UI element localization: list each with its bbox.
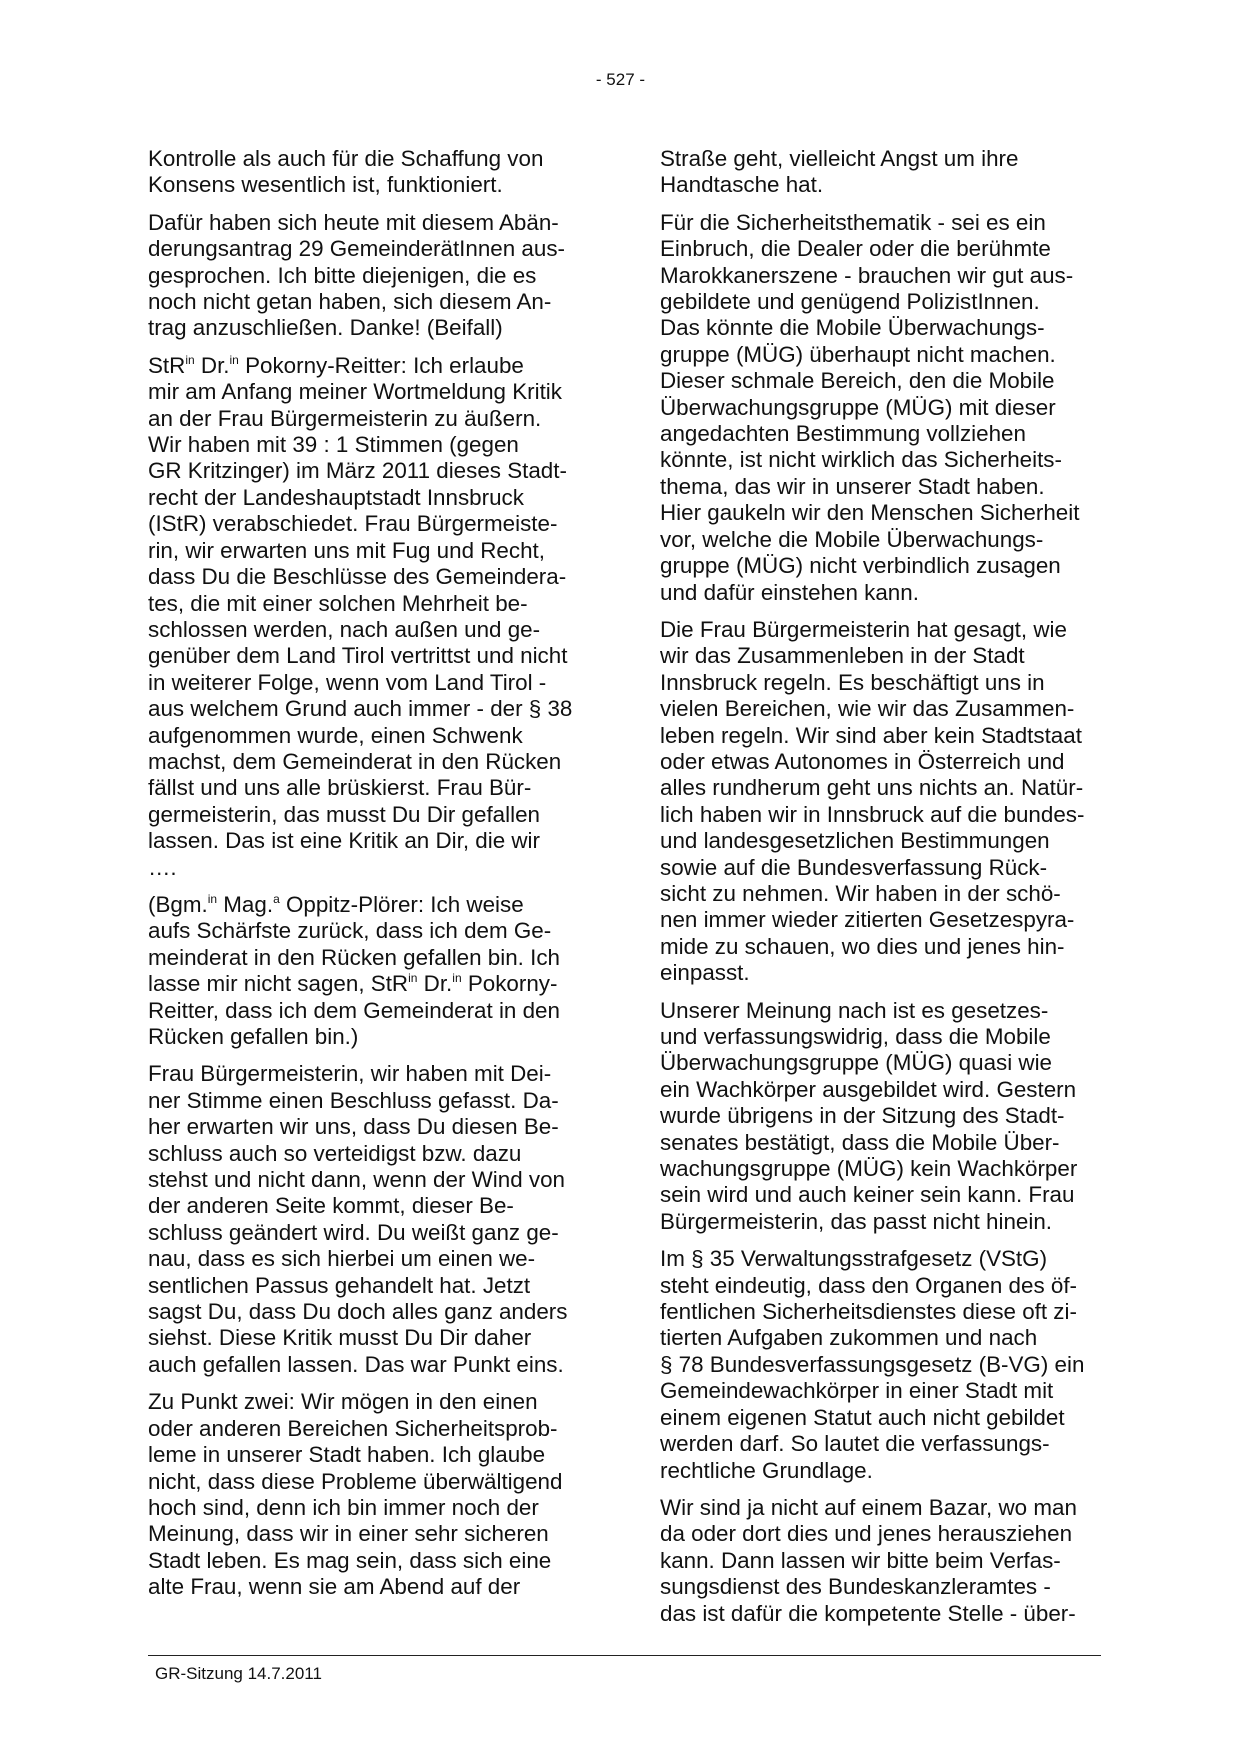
text-line: (IStR) verabschiedet. Frau Bürgermeiste-: [148, 511, 558, 537]
text-line: wachungsgruppe (MÜG) kein Wachkörper: [660, 1156, 1078, 1182]
text-line: und verfassungswidrig, dass die Mobile: [660, 1024, 1051, 1049]
text-line: Überwachungsgruppe (MÜG) mit dieser: [660, 394, 1056, 420]
text-line: Reitter, dass ich dem Gemeinderat in den: [148, 997, 560, 1023]
text-line: recht der Landeshauptstadt Innsbruck: [148, 484, 524, 510]
text-line: an der Frau Bürgermeisterin zu äußern.: [148, 405, 542, 431]
text-line: nau, dass es sich hierbei um einen we-: [148, 1246, 536, 1272]
text-line: oder etwas Autonomes in Österreich und: [660, 748, 1065, 774]
footer-session-label: GR-Sitzung 14.7.2011: [155, 1664, 322, 1683]
text-line: sungsdienst des Bundeskanzleramtes -: [660, 1574, 1051, 1600]
text-line: vielen Bereichen, wie wir das Zusammen-: [660, 696, 1075, 722]
text-line: angedachten Bestimmung vollziehen: [660, 421, 1026, 447]
text-line: Rücken gefallen bin.): [148, 1024, 359, 1049]
text-line: Gemeindewachkörper in einer Stadt mit: [660, 1378, 1054, 1404]
text-line: Konsens wesentlich ist, funktioniert.: [148, 172, 503, 198]
text-line: thema, das wir in unserer Stadt haben.: [660, 473, 1045, 499]
text-line: schluss geändert wird. Du weißt ganz ge-: [148, 1219, 559, 1245]
text-line: siehst. Diese Kritik musst Du Dir daher: [148, 1325, 532, 1351]
text-line: Handtasche hat.: [660, 172, 824, 198]
text-line: vor, welche die Mobile Überwachungs-: [660, 526, 1044, 552]
paragraph: [660, 998, 1100, 1236]
text-line: genüber dem Land Tirol vertrittst und nicht: [148, 643, 568, 669]
text-line: noch nicht getan haben, sich diesem An-: [148, 289, 552, 315]
text-line: Marokkanerszene - brauchen wir gut aus-: [660, 262, 1074, 288]
text-line: gruppe (MÜG) nicht verbindlich zusagen: [660, 553, 1061, 579]
footer-divider: [148, 1655, 1101, 1656]
text-line: Die Frau Bürgermeisterin hat gesagt, wie: [660, 616, 1067, 642]
text-line: nen immer wieder zitierten Gesetzespyra-: [660, 907, 1075, 933]
text-line: sagst Du, dass Du doch alles ganz anders: [148, 1299, 568, 1325]
text-line: her erwarten wir uns, dass Du diesen Be-: [148, 1114, 559, 1140]
text-line: gruppe (MÜG) überhaupt nicht machen.: [660, 341, 1056, 367]
text-line: leben regeln. Wir sind aber kein Stadtstaat: [660, 722, 1082, 748]
text-line: rechtliche Grundlage.: [660, 1457, 873, 1483]
text-line: lasse mir nicht sagen, StR$^{in}$ Dr.$^{in}$ Pokorny-: [148, 971, 558, 997]
text-line: sein wird und auch keiner sein kann. Frau: [660, 1182, 1075, 1208]
text-line: aufgenommen wurde, einen Schwenk: [148, 722, 523, 748]
text-line: fällst und uns alle brüskierst. Frau Bür-: [148, 775, 532, 801]
text-line: fentlichen Sicherheitsdienstes diese oft zi-: [660, 1299, 1077, 1325]
paragraph-speaker-statement: [148, 353, 588, 881]
text-line: meinderat in den Rücken gefallen bin. Ich: [148, 944, 560, 970]
text-line: mir am Anfang meiner Wortmeldung Kritik: [148, 379, 562, 405]
text-line: Das könnte die Mobile Überwachungs-: [660, 315, 1045, 341]
speaker-line: StR$^{in}$ Dr.$^{in}$ Pokorny-Reitter: Ich erlaube: [148, 352, 524, 378]
text-line: könnte, ist nicht wirklich das Sicherheits-: [660, 447, 1062, 473]
text-line: Zu Punkt zwei: Wir mögen in den einen: [148, 1389, 538, 1415]
text-line: (Bgm.$^{in}$ Mag.$^a$ Oppitz-Plörer: Ich weise: [148, 891, 524, 917]
text-line: senates bestätigt, dass die Mobile Über-: [660, 1129, 1060, 1155]
text-line: Im § 35 Verwaltungsstrafgesetz (VStG): [660, 1246, 1048, 1272]
text-line: gebildete und genügend PolizistInnen.: [660, 289, 1040, 315]
paragraph: [660, 1495, 1100, 1627]
text-line: sicht zu nehmen. Wir haben in der schö-: [660, 880, 1061, 906]
text-line: auch gefallen lassen. Das war Punkt eins.: [148, 1351, 564, 1377]
text-line: aus welchem Grund auch immer - der § 38: [148, 696, 573, 722]
text-line: schlossen werden, nach außen und ge-: [148, 616, 541, 642]
text-line: Bürgermeisterin, das passt nicht hinein.: [660, 1208, 1053, 1234]
text-line: einpasst.: [660, 960, 750, 986]
text-line: aufs Schärfste zurück, dass ich dem Ge-: [148, 918, 552, 944]
text-line: mide zu schauen, wo dies und jenes hin-: [660, 933, 1065, 959]
text-line: wurde übrigens in der Sitzung des Stadt-: [660, 1103, 1065, 1129]
text-line: trag anzuschließen. Danke! (Beifall): [148, 315, 503, 341]
text-line: Innsbruck regeln. Es beschäftigt uns in: [660, 669, 1045, 695]
text-line: Überwachungsgruppe (MÜG) quasi wie: [660, 1050, 1053, 1076]
text-line: tes, die mit einer solchen Mehrheit be-: [148, 590, 528, 616]
text-line: machst, dem Gemeinderat in den Rücken: [148, 748, 562, 774]
text-line: Kontrolle als auch für die Schaffung von: [148, 146, 544, 171]
text-line: ner Stimme einen Beschluss gefasst. Da-: [148, 1087, 559, 1113]
text-line: und dafür einstehen kann.: [660, 579, 919, 605]
text-line: da oder dort dies und jenes herausziehen: [660, 1521, 1073, 1547]
text-line: alles rundherum geht uns nichts an. Natür-: [660, 775, 1084, 801]
text-line: Für die Sicherheitsthematik - sei es ein: [660, 209, 1046, 235]
text-line: Dafür haben sich heute mit diesem Abän-: [148, 209, 559, 235]
text-line: Meinung, dass wir in einer sehr sicheren: [148, 1521, 549, 1547]
text-line: Frau Bürgermeisterin, wir haben mit Dei-: [148, 1061, 552, 1087]
text-line: gesprochen. Ich bitte diejenigen, die es: [148, 262, 537, 288]
text-line: Unserer Meinung nach ist es gesetzes-: [660, 997, 1049, 1023]
speaker-title: StR: [148, 352, 186, 378]
text-line: und landesgesetzlichen Bestimmungen: [660, 828, 1050, 854]
text-line: sentlichen Passus gehandelt hat. Jetzt: [148, 1272, 531, 1298]
text-line: einem eigenen Statut auch nicht gebildet: [660, 1404, 1065, 1430]
text-line: Wir sind ja nicht auf einem Bazar, wo man: [660, 1494, 1077, 1520]
right-column: [660, 146, 1100, 1638]
text-line: § 78 Bundesverfassungsgesetz (B-VG) ein: [660, 1351, 1085, 1377]
text-line: nicht, dass diese Probleme überwältigend: [148, 1468, 563, 1494]
text-line: ein Wachkörper ausgebildet wird. Gestern: [660, 1076, 1077, 1102]
text-line: Wir haben mit 39 : 1 Stimmen (gegen: [148, 432, 519, 458]
paragraph: [148, 1061, 588, 1378]
paragraph: [660, 617, 1100, 987]
text-line: sowie auf die Bundesverfassung Rück-: [660, 854, 1048, 880]
text-line: stehst und nicht dann, wenn der Wind von: [148, 1167, 565, 1193]
text-line: oder anderen Bereichen Sicherheitsprob-: [148, 1415, 558, 1441]
text-line: leme in unserer Stadt haben. Ich glaube: [148, 1442, 546, 1468]
text-line: Straße geht, vielleicht Angst um ihre: [660, 146, 1019, 171]
text-line: germeisterin, das musst Du Dir gefallen: [148, 801, 540, 827]
text-line: wir das Zusammenleben in der Stadt: [660, 643, 1025, 669]
text-line: dass Du die Beschlüsse des Gemeindera-: [148, 564, 567, 590]
text-line: lassen. Das ist eine Kritik an Dir, die wir: [148, 828, 540, 854]
text-line: kann. Dann lassen wir bitte beim Verfas-: [660, 1547, 1061, 1573]
paragraph-interjection: [148, 892, 588, 1050]
page-number: - 527 -: [595, 70, 646, 89]
text-line: Hier gaukeln wir den Menschen Sicherheit: [660, 500, 1080, 526]
text-line: das ist dafür die kompetente Stelle - über-: [660, 1600, 1076, 1626]
paragraph: [148, 1389, 588, 1600]
text-line: steht eindeutig, dass den Organen des öf-: [660, 1272, 1077, 1298]
text-line: GR Kritzinger) im März 2011 dieses Stadt-: [148, 458, 567, 484]
left-column: [148, 146, 588, 1612]
text-line: Einbruch, die Dealer oder die berühmte: [660, 236, 1051, 262]
text-line: derungsantrag 29 GemeinderätInnen aus-: [148, 236, 565, 262]
text-line: tierten Aufgaben zukommen und nach: [660, 1325, 1038, 1351]
text-line: hoch sind, denn ich bin immer noch der: [148, 1494, 539, 1520]
paragraph: [660, 146, 1100, 199]
text-line: in weiterer Folge, wenn vom Land Tirol -: [148, 669, 547, 695]
paragraph: [148, 146, 588, 199]
paragraph: [660, 210, 1100, 606]
text-line: ….: [148, 854, 177, 880]
paragraph: [148, 210, 588, 342]
paragraph: [660, 1246, 1100, 1484]
text-line: schluss auch so verteidigst bzw. dazu: [148, 1140, 522, 1166]
text-line: werden darf. So lautet die verfassungs-: [660, 1431, 1050, 1457]
text-line: lich haben wir in Innsbruck auf die bundes-: [660, 801, 1085, 827]
text-line: Stadt leben. Es mag sein, dass sich eine: [148, 1547, 552, 1573]
text-line: alte Frau, wenn sie am Abend auf der: [148, 1574, 521, 1600]
text-line: Dieser schmale Bereich, den die Mobile: [660, 368, 1055, 394]
text-line: der anderen Seite kommt, dieser Be-: [148, 1193, 514, 1219]
text-line: rin, wir erwarten uns mit Fug und Recht,: [148, 537, 545, 563]
